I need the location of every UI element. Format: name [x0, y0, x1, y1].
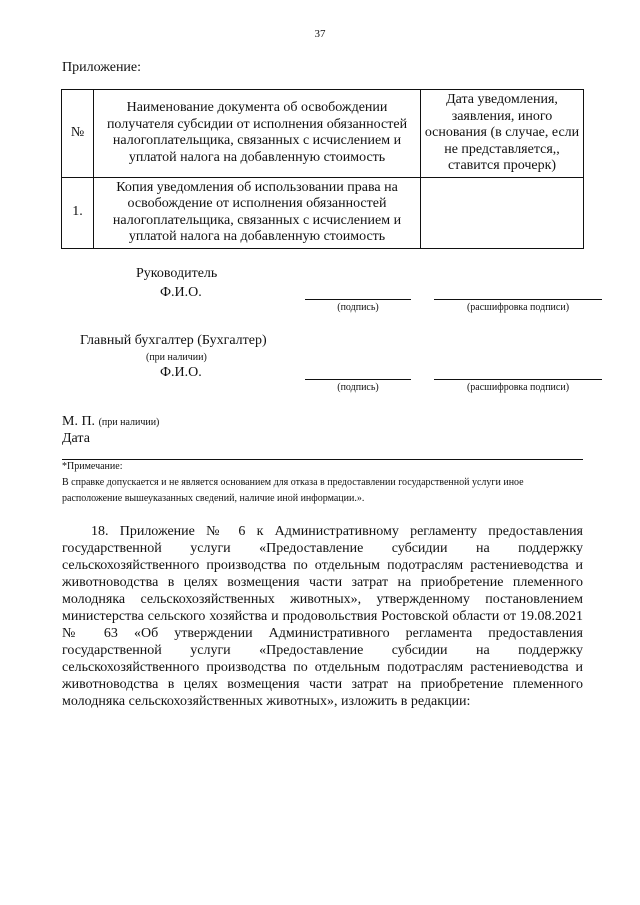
stamp-label: М. П.: [62, 414, 96, 429]
accountant-note: (при наличии): [146, 352, 207, 363]
body-paragraph: 18. Приложение № 6 к Административному регламенту предоставления государственной услуги «Предоставление субсидии на поддержку сельскохозяйственного производства по отдельным подотраслям растениеводства и животноводства в целях возмещения части затрат на приобретение племенного молодняка сельскохозяйственных животных», утвержденному постановлением министерства сельского хозяйства и продовольствия Ростовской области от 19.08.2021 № 63 «Об утверждении Административного регламента предоставления государственной услуги «Предоставление субсидии на поддержку сельскохозяйственного производства по отдельным подотраслям растениеводства и животноводства в целях возмещения части затрат на приобретение племенного молодняка сельскохозяйственных животных», изложить в редакции:: [62, 524, 583, 709]
header-document-name: Наименование документа об освобождении получателя субсидии от исполнения обязанностей налогоплательщика, связанных с исчислением и уплатой налога на добавленную стоимость: [94, 90, 421, 178]
table-row: [62, 177, 584, 248]
appendix-table: [61, 89, 584, 249]
accountant-signature-line: [305, 379, 411, 380]
head-signature-line: [305, 299, 411, 300]
header-date: Дата уведомления, заявления, иного основания (в случае, если не представляется,, ставится прочерк): [421, 90, 584, 178]
date-label: Дата: [62, 431, 90, 446]
table-header-row: [62, 90, 584, 178]
appendix-label: Приложение:: [62, 60, 142, 75]
row-date: [421, 177, 584, 248]
header-number: №: [62, 90, 94, 178]
row-document-name: Копия уведомления об использовании права на освобождение от исполнения обязанностей налогоплательщика, связанных с исчислением и уплатой налога на добавленную стоимость: [94, 177, 421, 248]
accountant-fio: Ф.И.О.: [160, 365, 202, 380]
page-number: 37: [314, 28, 326, 40]
footnote-title: *Примечание:: [62, 461, 123, 472]
accountant-title: Главный бухгалтер (Бухгалтер): [80, 333, 267, 348]
accountant-decoding-line: [434, 379, 602, 380]
accountant-signature-caption: (подпись): [337, 382, 379, 393]
head-fio: Ф.И.О.: [160, 285, 202, 300]
footnote-divider: [62, 459, 583, 460]
stamp-note: (при наличии): [98, 417, 160, 428]
head-title: Руководитель: [136, 266, 218, 281]
footnote-text: В справке допускается и не является основанием для отказа в предоставлении государственной услуги иное расположение вышеуказанных сведений, наличие иной информации.».: [62, 477, 524, 504]
head-decoding-line: [434, 299, 602, 300]
head-decoding-caption: (расшифровка подписи): [466, 302, 570, 313]
accountant-decoding-caption: (расшифровка подписи): [466, 382, 570, 393]
row-number: 1.: [62, 177, 94, 248]
head-signature-caption: (подпись): [337, 302, 379, 313]
stamp-line: [62, 414, 159, 430]
